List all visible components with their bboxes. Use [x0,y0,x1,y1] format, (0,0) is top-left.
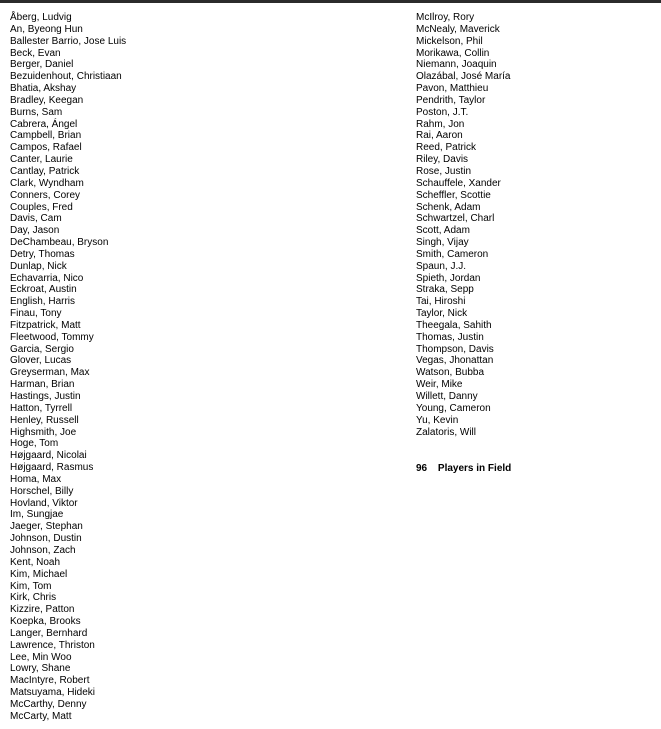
player-name: Finau, Tony [10,308,62,320]
player-name: Detry, Thomas [10,248,75,260]
player-name: Watson, Bubba [416,367,485,379]
player-name: Schwartzel, Charl [416,213,495,225]
player-name: Scheffler, Scottie [416,189,491,201]
player-name: Jaeger, Stephan [10,521,83,533]
player-name: An, Byeong Hun [10,23,83,35]
player-name: Schenk, Adam [416,201,481,213]
player-count: 96 [416,463,428,474]
player-name: Glover, Lucas [10,355,72,367]
player-name: Pendrith, Taylor [416,94,486,106]
player-name: Straka, Sepp [416,284,474,296]
player-name: Spieth, Jordan [416,272,481,284]
player-name: Yu, Kevin [416,414,459,426]
player-name: Kim, Tom [10,580,52,592]
player-name: Conners, Corey [10,189,81,201]
player-name: Reed, Patrick [416,142,477,154]
player-name: Fitzpatrick, Matt [10,319,81,331]
player-name: Im, Sungjae [10,509,64,521]
player-name: Lee, Min Woo [10,651,72,663]
player-name: McCarthy, Denny [10,698,87,710]
player-name: Willett, Danny [416,391,478,402]
player-name: Spaun, J.J. [416,260,467,272]
player-name: Bradley, Keegan [10,94,84,106]
player-name: English, Harris [10,296,76,308]
player-name: Day, Jason [10,225,60,237]
player-name: Ballester Barrio, Jose Luis [10,35,127,47]
player-name: Garcia, Sergio [10,343,74,355]
player-name: Hastings, Justin [10,391,81,402]
player-name: Vegas, Jhonattan [416,355,494,367]
player-name: MacIntyre, Robert [10,675,90,687]
player-name: Johnson, Zach [10,544,76,556]
player-name: Rai, Aaron [416,130,463,142]
player-name: Theegala, Sahith [416,319,492,331]
player-name: Zalatoris, Will [416,426,477,438]
player-name: Harman, Brian [10,379,75,391]
player-name: McCarty, Matt [10,710,72,722]
player-name: Kirk, Chris [10,592,57,604]
player-name: Lawrence, Thriston [10,639,95,651]
player-name: Tai, Hiroshi [416,296,466,308]
player-name: Rose, Justin [416,165,472,177]
player-name: Fleetwood, Tommy [10,331,94,343]
player-name: Cantlay, Patrick [10,165,80,177]
player-name: Højgaard, Nicolai [10,450,87,462]
player-name: Burns, Sam [10,106,63,118]
player-name: Rahm, Jon [416,118,465,130]
player-name: Schauffele, Xander [416,177,501,189]
player-name: Scott, Adam [416,225,470,237]
player-count-label: Players in Field [437,463,512,474]
player-name: Echavarria, Nico [10,272,84,284]
player-name: Kent, Noah [10,556,61,568]
player-name: Åberg, Ludvig [10,12,72,23]
player-name: Canter, Laurie [10,154,73,166]
player-name: Dunlap, Nick [10,260,67,272]
player-name: Lowry, Shane [10,663,71,675]
player-name: Young, Cameron [416,402,491,414]
player-name: Koepka, Brooks [10,616,81,628]
player-name: Thomas, Justin [416,331,484,343]
player-name: Eckroat, Austin [10,284,77,296]
player-name: Højgaard, Rasmus [10,462,94,474]
player-name: Thompson, Davis [416,343,494,355]
player-name: Horschel, Billy [10,485,74,497]
player-list-left [10,12,126,723]
player-name: Davis, Cam [10,213,62,225]
player-name: Olazábal, José María [416,71,511,83]
player-name: Niemann, Joaquin [416,59,497,71]
player-name: DeChambeau, Bryson [10,237,109,249]
player-name: Bhatia, Akshay [10,83,77,95]
player-name: McIlroy, Rory [416,12,475,23]
player-name: Singh, Vijay [416,237,469,249]
player-name: Poston, J.T. [416,106,469,118]
player-name: Campbell, Brian [10,130,82,142]
player-name: Weir, Mike [416,379,463,391]
player-name: Matsuyama, Hideki [10,687,96,699]
top-rule [0,0,661,3]
player-name: Taylor, Nick [416,308,468,320]
player-name: Beck, Evan [10,47,61,59]
player-name: Riley, Davis [416,154,469,166]
player-name: Bezuidenhout, Christiaan [10,71,122,83]
player-name: Johnson, Dustin [10,533,82,545]
player-name: Highsmith, Joe [10,426,77,438]
player-name: Campos, Rafael [10,142,82,154]
player-name: Kizzire, Patton [10,604,75,616]
player-name: Greyserman, Max [10,367,90,379]
player-name: Kim, Michael [10,568,68,580]
player-name: Morikawa, Collin [416,47,490,59]
player-name: Berger, Daniel [10,59,74,71]
player-name: Smith, Cameron [416,248,489,260]
player-name: Cabrera, Ángel [10,118,78,130]
player-name: Clark, Wyndham [10,177,84,189]
player-name: McNealy, Maverick [416,23,500,35]
player-name: Hoge, Tom [10,438,59,450]
player-name: Homa, Max [10,473,62,485]
player-name: Mickelson, Phil [416,35,483,47]
player-list-right [416,12,511,438]
players-in-field-summary [416,463,511,475]
player-name: Langer, Bernhard [10,627,88,639]
player-name: Hatton, Tyrrell [10,402,73,414]
player-name: Pavon, Matthieu [416,83,489,95]
player-name: Henley, Russell [10,414,79,426]
player-name: Couples, Fred [10,201,73,213]
player-name: Hovland, Viktor [10,497,78,509]
